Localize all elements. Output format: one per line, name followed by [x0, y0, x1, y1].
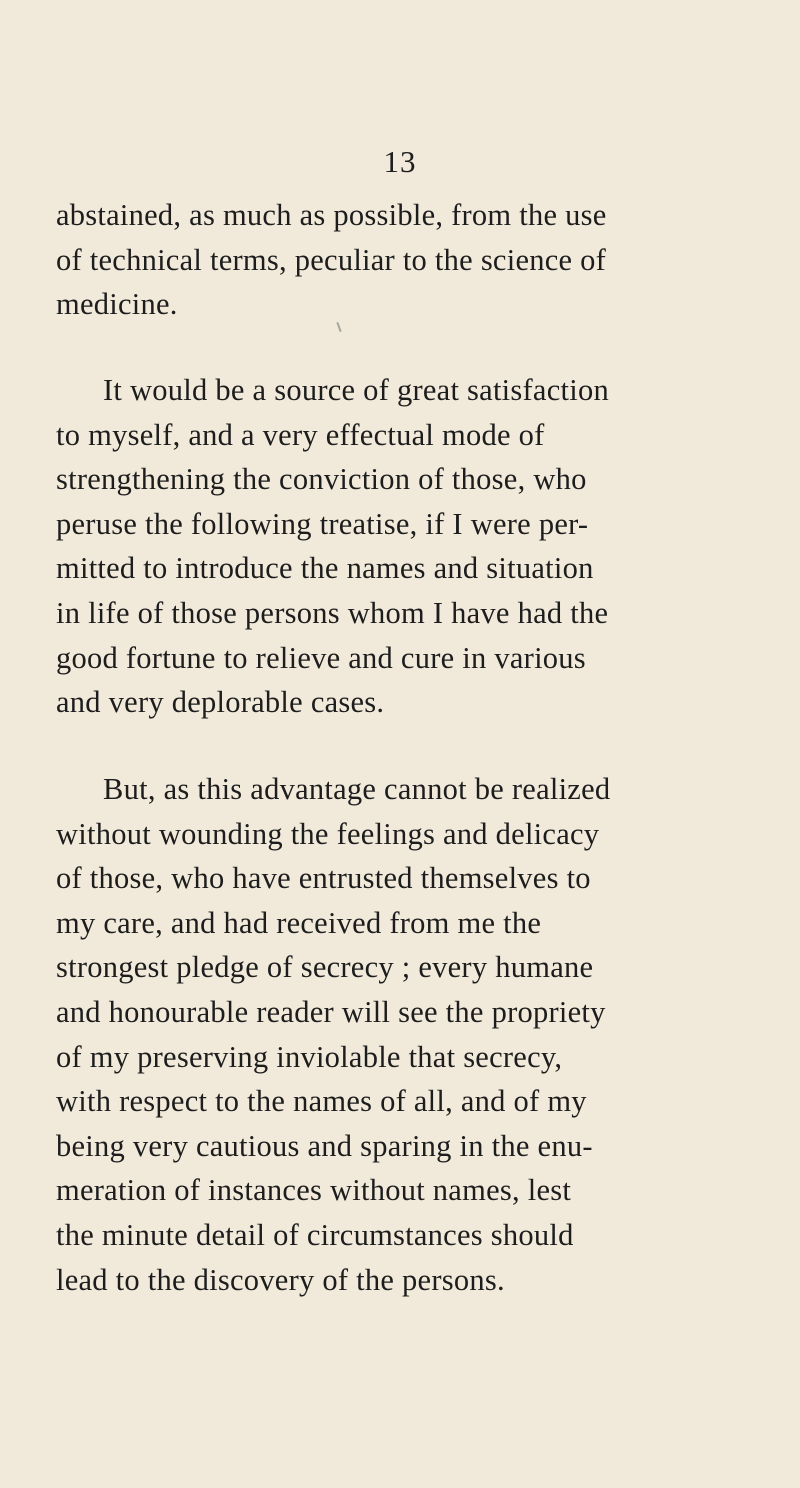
text-line: and very deplorable cases.: [56, 685, 385, 720]
text-line: strongest pledge of secrecy ; every humane: [56, 950, 594, 985]
paragraph-1: [56, 193, 746, 327]
text-line: with respect to the names of all, and of my: [56, 1084, 587, 1119]
text-line: lead to the discovery of the persons.: [56, 1262, 505, 1297]
paragraph-3: [56, 767, 746, 1302]
text-line: to myself, and a very effectual mode of: [56, 417, 545, 452]
text-line: peruse the following treatise, if I were per-: [56, 506, 589, 541]
text-line: and honourable reader will see the propriety: [56, 994, 606, 1029]
text-line: in life of those persons whom I have had the: [56, 595, 609, 630]
text-line: meration of instances without names, lest: [56, 1173, 572, 1208]
text-line: But, as this advantage cannot be realized: [103, 772, 611, 806]
text-line: abstained, as much as possible, from the use: [56, 198, 607, 232]
text-line: good fortune to relieve and cure in various: [56, 640, 586, 675]
page-number: 13: [383, 144, 417, 179]
text-line: of those, who have entrusted themselves to: [56, 861, 591, 896]
text-line: strengthening the conviction of those, who: [56, 462, 587, 497]
text-line: mitted to introduce the names and situation: [56, 551, 594, 586]
text-line: my care, and had received from me the: [56, 905, 542, 940]
paragraph-2: [56, 368, 746, 725]
text-line: being very cautious and sparing in the enu-: [56, 1128, 593, 1163]
text-line: It would be a source of great satisfaction: [103, 373, 609, 407]
text-line: of my preserving inviolable that secrecy,: [56, 1039, 563, 1074]
text-line: of technical terms, peculiar to the science of: [56, 242, 607, 277]
text-line: without wounding the feelings and delicacy: [56, 816, 600, 851]
text-line: medicine.: [56, 287, 178, 322]
text-line: the minute detail of circumstances should: [56, 1217, 574, 1252]
